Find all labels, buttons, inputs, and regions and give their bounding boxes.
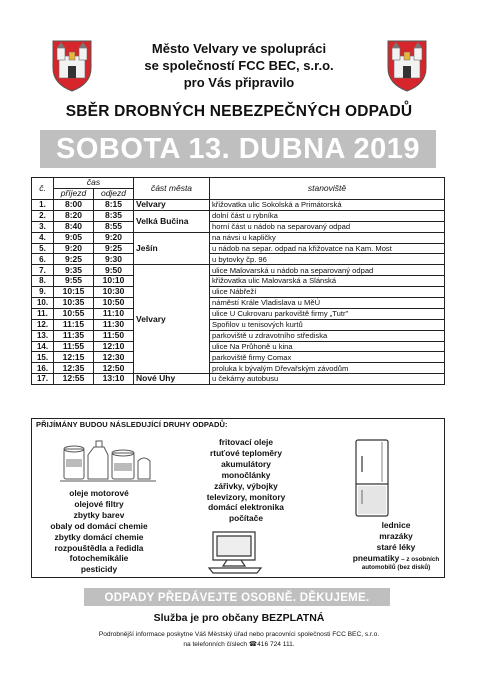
date-text: SOBOTA 13. DUBNA 2019	[56, 133, 420, 165]
arrival-time: 10:35	[54, 298, 94, 309]
arrival-time: 10:55	[54, 308, 94, 319]
row-number: 2.	[32, 210, 54, 221]
list-item: olejové filtry	[74, 498, 124, 509]
handover-banner	[84, 588, 390, 606]
row-number: 5.	[32, 243, 54, 254]
list-item: fritovací oleje	[219, 437, 273, 447]
list-item: lednice	[381, 520, 411, 530]
arrival-time: 12:55	[54, 374, 94, 385]
list-item: oleje motorové	[69, 488, 129, 498]
arrival-time: 9:05	[54, 232, 94, 243]
list-item: pesticidy	[80, 564, 118, 575]
row-number: 16.	[32, 363, 54, 374]
departure-time: 11:50	[94, 330, 134, 341]
col-number-header: č.	[32, 178, 54, 200]
departure-time: 11:30	[94, 319, 134, 330]
stop-location: křižovatka ulic Malovarská a Slánská	[210, 276, 445, 287]
departure-time: 9:50	[94, 265, 134, 276]
list-item: rtuťové teploměry	[210, 447, 282, 458]
town-part: Nové Uhy	[134, 374, 210, 385]
schedule-rows	[32, 200, 445, 385]
town-part: Velká Bučina	[134, 210, 210, 232]
fridge-icon	[352, 438, 392, 518]
row-number: 10.	[32, 298, 54, 309]
stop-location: dolní část u rybníka	[210, 210, 445, 221]
table-row	[32, 276, 445, 287]
stop-location: na návsi u kapličky	[210, 232, 445, 243]
header-line: Město Velvary ve spolupráci	[151, 41, 327, 56]
arrival-time: 8:20	[54, 210, 94, 221]
col-depart-header: odjezd	[94, 189, 134, 200]
stop-location: náměstí Krále Vladislava u MěÚ	[210, 298, 445, 309]
handover-text: ODPADY PŘEDÁVEJTE OSOBNĚ. DĚKUJEME.	[104, 592, 370, 604]
table-row	[32, 232, 445, 243]
row-number: 15.	[32, 352, 54, 363]
stop-location: u čekárny autobusu	[210, 374, 445, 385]
row-number: 11.	[32, 308, 54, 319]
header	[100, 40, 378, 91]
row-number: 4.	[32, 232, 54, 243]
row-number: 1.	[32, 200, 54, 211]
town-crest-icon	[385, 38, 429, 92]
list-item: staré léky	[376, 541, 416, 552]
list-item-note: automobilů (bez disků)	[361, 563, 431, 571]
row-number: 12.	[32, 319, 54, 330]
list-item: zářivky, výbojky	[214, 480, 278, 491]
departure-time: 8:35	[94, 210, 134, 221]
list-item-note: – z osobních	[399, 555, 440, 563]
list-item: domácí elektronika	[208, 502, 284, 513]
stop-location: proluka k bývalým Dřevařským závodům	[210, 363, 445, 374]
contact-note	[60, 630, 418, 649]
row-number: 17.	[32, 374, 54, 385]
arrival-time: 12:35	[54, 363, 94, 374]
page-title: SBĚR DROBNÝCH NEBEZPEČNÝCH ODPADŮ	[65, 103, 413, 120]
stop-location: ulice Na Průhoně u kina	[210, 341, 445, 352]
list-item: televizory, monitory	[206, 491, 286, 502]
arrival-time: 11:35	[54, 330, 94, 341]
list-item: počítače	[229, 513, 263, 524]
departure-time: 9:20	[94, 232, 134, 243]
departure-time: 11:10	[94, 308, 134, 319]
stop-location: horní část u nádob na separovaný odpad	[210, 221, 445, 232]
town-part: Ješín	[134, 232, 210, 265]
contact-line: Podrobnější informace poskytne Váš Městský úřad nebo pracovníci společnosti FCC BEC, s.r.o.	[98, 631, 380, 638]
table-row	[32, 363, 445, 374]
stop-location: ulice U Cukrovaru parkoviště firmy „Tutr"	[210, 308, 445, 319]
schedule-table	[31, 177, 445, 385]
departure-time: 10:50	[94, 298, 134, 309]
list-item: zbytky barev	[73, 509, 125, 520]
table-row	[32, 243, 445, 254]
header-line: se společností FCC BEC, s.r.o.	[144, 58, 334, 73]
list-item	[348, 553, 444, 564]
departure-time: 10:30	[94, 287, 134, 298]
waste-items-right	[348, 520, 444, 553]
town-part: Velvary	[134, 265, 210, 374]
col-place-header: část města	[134, 178, 210, 200]
row-number: 9.	[32, 287, 54, 298]
row-number: 3.	[32, 221, 54, 232]
header-line: pro Vás připravilo	[183, 75, 295, 90]
departure-time: 10:10	[94, 276, 134, 287]
waste-list-right	[348, 520, 444, 572]
table-row	[32, 374, 445, 385]
arrival-time: 8:00	[54, 200, 94, 211]
col-arrive-header: příjezd	[54, 189, 94, 200]
date-banner	[40, 130, 436, 168]
arrival-time: 10:15	[54, 287, 94, 298]
table-row	[32, 210, 445, 221]
list-item: fotochemikálie	[69, 553, 129, 564]
row-number: 13.	[32, 330, 54, 341]
table-row	[32, 341, 445, 352]
arrival-time: 11:15	[54, 319, 94, 330]
table-row	[32, 265, 445, 276]
departure-time: 8:55	[94, 221, 134, 232]
arrival-time: 8:40	[54, 221, 94, 232]
stop-location: ulice Malovarská u nádob na separovaný odpad	[210, 265, 445, 276]
departure-time: 12:10	[94, 341, 134, 352]
departure-time: 9:25	[94, 243, 134, 254]
arrival-time: 9:20	[54, 243, 94, 254]
row-number: 14.	[32, 341, 54, 352]
table-row	[32, 330, 445, 341]
stop-location: parkoviště firmy Comax	[210, 352, 445, 363]
list-item: monočlánky	[221, 469, 271, 480]
accepted-heading: PŘIJÍMÁNY BUDOU NÁSLEDUJÍCÍ DRUHY ODPADŮ:	[36, 420, 228, 429]
town-part: Velvary	[134, 200, 210, 211]
arrival-time: 9:55	[54, 276, 94, 287]
list-item: rozpouštědla a ředidla	[54, 542, 144, 553]
service-note: Služba je pro občany BEZPLATNÁ	[153, 612, 325, 624]
contact-line: na telefonních číslech ☎416 724 111.	[183, 640, 295, 648]
computer-icon	[205, 528, 265, 574]
departure-time: 13:10	[94, 374, 134, 385]
list-item: mrazáky	[379, 530, 413, 541]
row-number: 7.	[32, 265, 54, 276]
arrival-time: 9:25	[54, 254, 94, 265]
table-row	[32, 298, 445, 309]
table-row	[32, 221, 445, 232]
table-row	[32, 200, 445, 211]
departure-time: 8:15	[94, 200, 134, 211]
row-number: 6.	[32, 254, 54, 265]
list-item-text: pneumatiky	[352, 552, 400, 563]
arrival-time: 11:55	[54, 341, 94, 352]
town-crest-icon	[50, 38, 94, 92]
departure-time: 12:50	[94, 363, 134, 374]
arrival-time: 9:35	[54, 265, 94, 276]
departure-time: 9:30	[94, 254, 134, 265]
stop-location: u nádob na separ. odpad na křižovatce na Kam. Most	[210, 243, 445, 254]
departure-time: 12:30	[94, 352, 134, 363]
stop-location: Spořilov u tenisových kurtů	[210, 319, 445, 330]
table-row	[32, 287, 445, 298]
waste-list-left	[34, 488, 164, 575]
col-stop-header: stanoviště	[210, 178, 445, 200]
table-row	[32, 319, 445, 330]
table-row	[32, 254, 445, 265]
list-item: akumulátory	[221, 458, 271, 469]
stop-location: u bytovky čp. 96	[210, 254, 445, 265]
arrival-time: 12:15	[54, 352, 94, 363]
list-item: obaly od domácí chemie	[50, 520, 148, 531]
paint-cans-icon	[58, 435, 158, 487]
list-item: zbytky domácí chemie	[54, 531, 144, 542]
table-row	[32, 352, 445, 363]
row-number: 8.	[32, 276, 54, 287]
waste-list-middle	[186, 437, 306, 524]
table-row	[32, 308, 445, 319]
col-time-header: čas	[54, 178, 134, 189]
stop-location: ulice Nábřeží	[210, 287, 445, 298]
stop-location: parkoviště u zdravotního střediska	[210, 330, 445, 341]
stop-location: křižovatka ulic Sokolská a Primátorská	[210, 200, 445, 211]
